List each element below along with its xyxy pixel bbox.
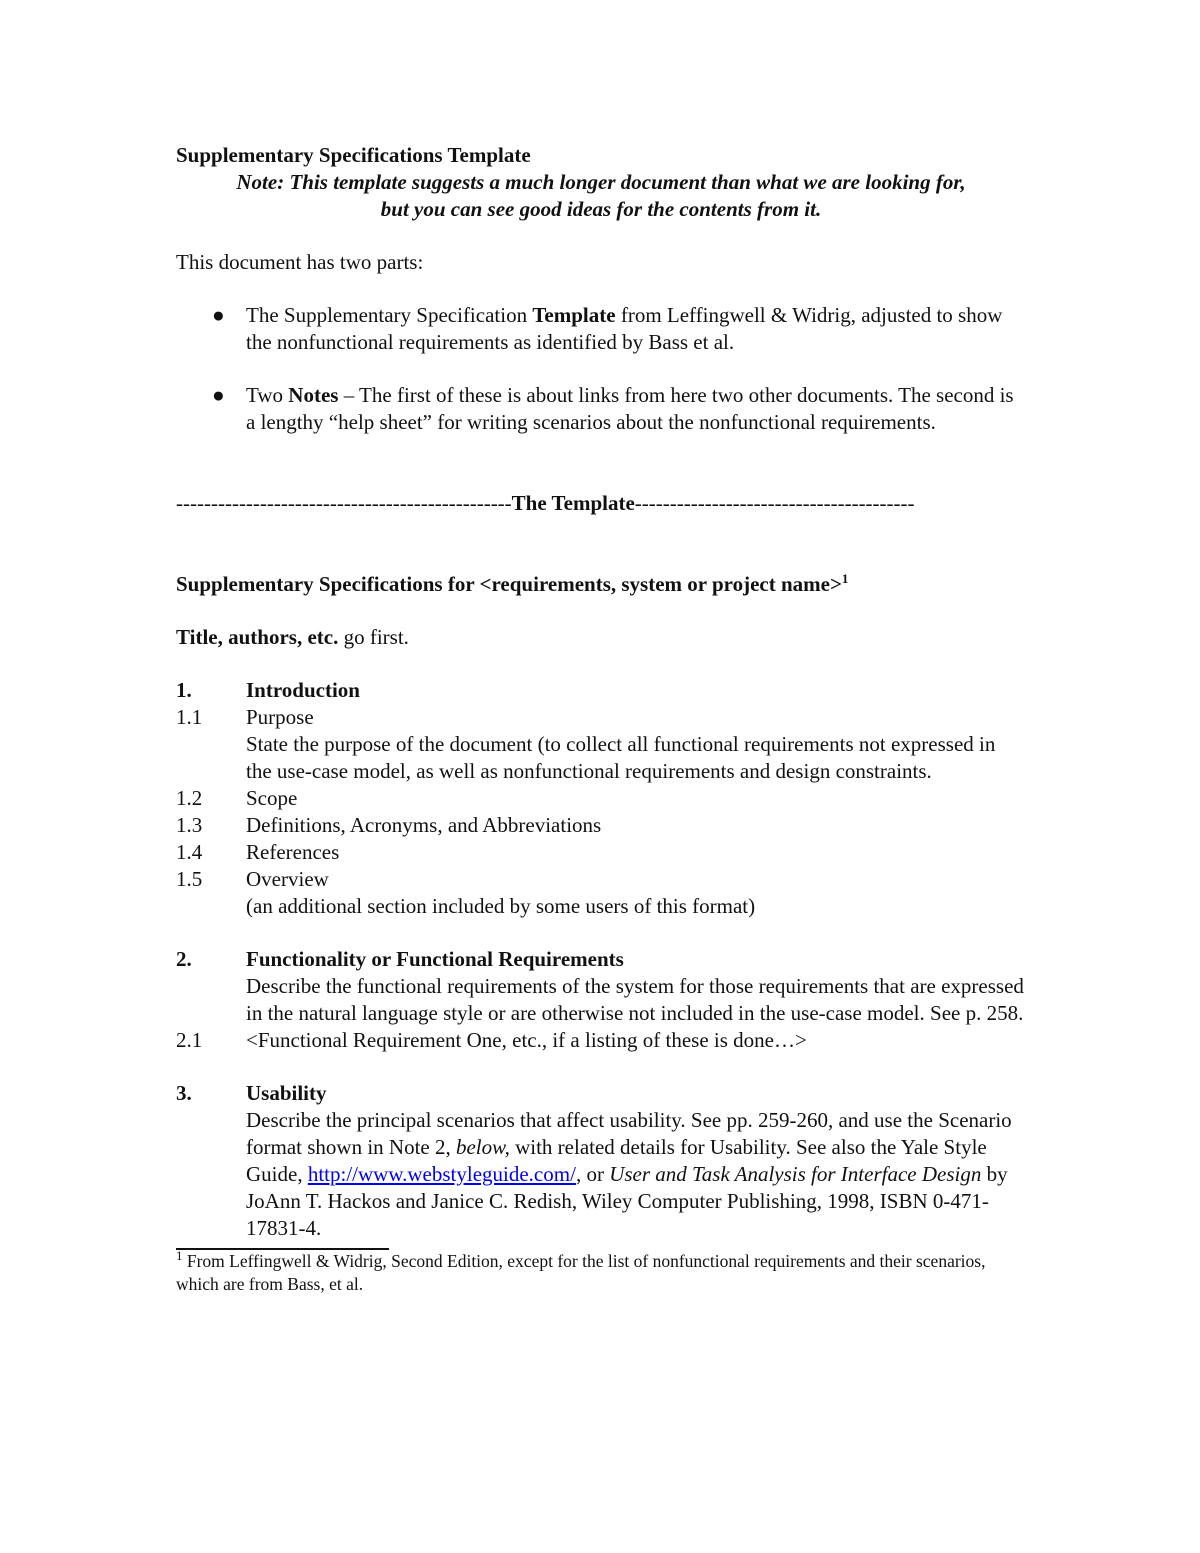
template-divider: ------------------------------------------------The Template---------------------------------------- <box>176 491 915 515</box>
bullet-item: ● The Supplementary Specification Template from Leffingwell & Widrig, adjusted to show the nonfunctional requirements as identified by Bass et al. <box>212 303 1003 354</box>
template-title: Supplementary Specifications Template <box>176 143 531 167</box>
bullet-item: ● Two Notes – The first of these is about links from here two other documents. The second is a lengthy “help sheet” for writing scenarios about the nonfunctional requirements. <box>212 383 1014 434</box>
footnote-mark: 1 <box>176 1248 183 1264</box>
purpose-description: State the purpose of the document (to collect all functional requirements not expressed in the use-case model, as well as nonfunctional requirements and design constraints. <box>246 732 996 783</box>
functionality-description: Describe the functional requirements of the system for those requirements that are expressed in the natural language style or are otherwise not included in the use-case model. See p. 258. <box>246 974 1024 1025</box>
title-authors-line: Title, authors, etc. go first. <box>176 625 409 649</box>
section-heading-introduction: 1. Introduction <box>176 678 360 702</box>
section-item-purpose: 1.1 Purpose <box>176 705 314 729</box>
section-item-functional-requirement: 2.1 <Functional Requirement One, etc., if a listing of these is done…> <box>176 1028 807 1052</box>
document-title: Supplementary Specifications for <requirements, system or project name>$^1$ <box>176 571 849 596</box>
webstyleguide-link[interactable]: http://www.webstyleguide.com/ <box>307 1162 576 1186</box>
template-note-line-1: Note: This template suggests a much longer document than what we are looking for, <box>236 170 966 194</box>
document-page <box>176 142 1026 1296</box>
template-note-line-2: but you can see good ideas for the contents from it. <box>380 197 822 221</box>
section-item-references: 1.4 References <box>176 840 340 864</box>
section-heading-usability: 3. Usability <box>176 1081 327 1105</box>
intro-text: This document has two parts: <box>176 250 424 274</box>
footnote: $^1$ From Leffingwell & Widrig, Second Edition, except for the list of nonfunctional requirements and their scenarios, which are from Bass, et al. <box>176 1248 986 1294</box>
overview-description: (an additional section included by some users of this format) <box>246 894 756 918</box>
usability-description: Describe the principal scenarios that affect usability. See pp. 259-260, and use the Scenario format shown in Note 2, below, with related details for Usability. See also the Yale Style Guide, http://www.webstyleguide.com/, or User and Task Analysis for Interface Design by JoAnn T. Hackos and Janice C. Redish, Wiley Computer Publishing, 1998, ISBN 0-471-17831-4. <box>246 1108 1012 1240</box>
section-heading-functionality: 2. Functionality or Functional Requirements <box>176 947 624 971</box>
bullet-icon: ● <box>212 383 225 407</box>
section-item-definitions: 1.3 Definitions, Acronyms, and Abbreviations <box>176 813 602 837</box>
section-item-overview: 1.5 Overview <box>176 867 329 891</box>
footnote-reference[interactable]: 1 <box>841 571 849 586</box>
bullet-icon: ● <box>212 303 225 327</box>
section-item-scope: 1.2 Scope <box>176 786 298 810</box>
